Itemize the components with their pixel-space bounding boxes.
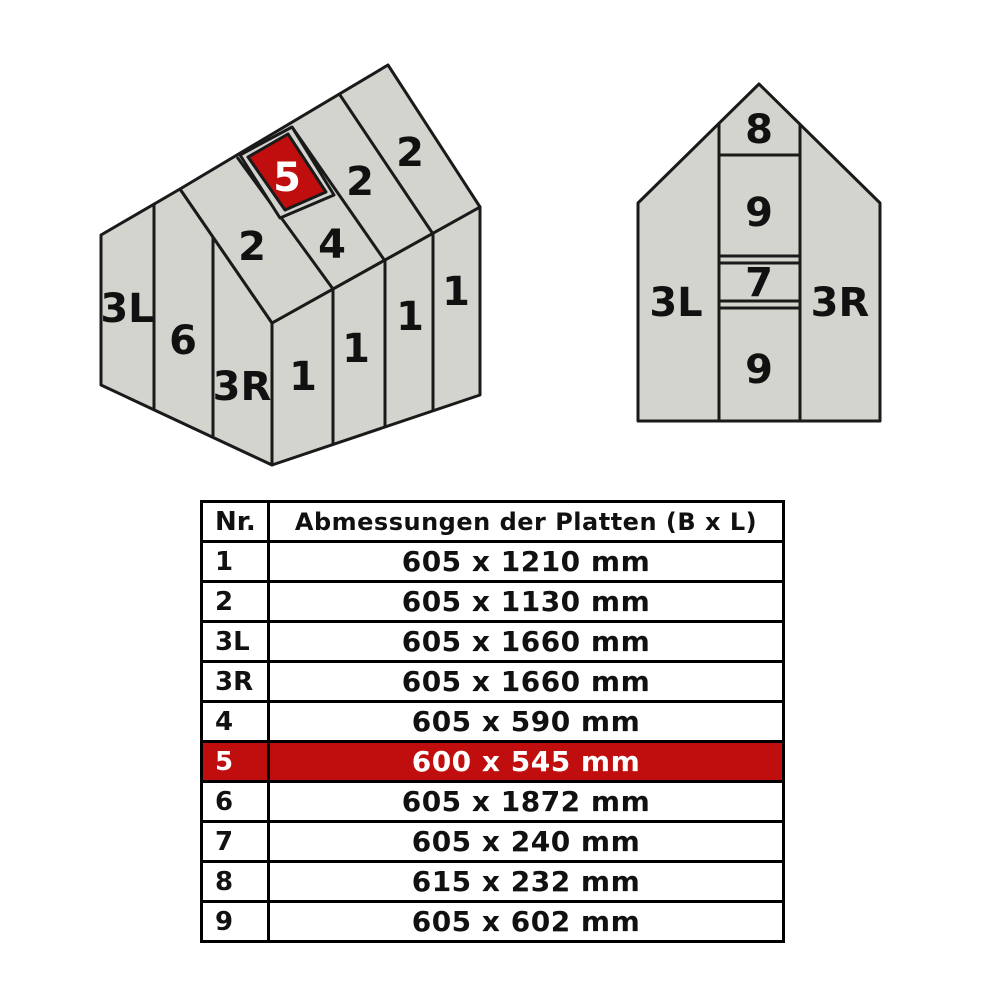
label-6-3d: 6 (169, 318, 197, 364)
row-nr: 6 (202, 782, 269, 822)
label-2a-3d: 2 (238, 224, 266, 270)
table-row (202, 582, 784, 622)
row-dimensions: 605 x 1210 mm (269, 542, 784, 582)
table-row (202, 622, 784, 662)
row-nr: 3L (202, 622, 269, 662)
label-7-front: 7 (745, 260, 773, 306)
header-dimensions: Abmessungen der Platten (B x L) (269, 502, 784, 542)
label-4-3d: 4 (318, 222, 346, 268)
label-3l-3d: 3L (100, 286, 154, 332)
row-nr: 4 (202, 702, 269, 742)
label-8-front: 8 (745, 107, 773, 153)
table-row-highlighted (202, 742, 784, 782)
label-3r-front: 3R (810, 280, 870, 326)
row-nr: 2 (202, 582, 269, 622)
row-dimensions: 605 x 602 mm (269, 902, 784, 942)
label-2b-3d: 2 (346, 159, 374, 205)
row-nr: 1 (202, 542, 269, 582)
label-5-3d: 5 (273, 155, 301, 201)
table-row (202, 702, 784, 742)
row-dimensions: 605 x 1872 mm (269, 782, 784, 822)
label-2c-3d: 2 (396, 130, 424, 176)
table-row (202, 542, 784, 582)
row-dimensions: 605 x 240 mm (269, 822, 784, 862)
panel-dimensions-table (200, 500, 785, 943)
row-dimensions: 605 x 1130 mm (269, 582, 784, 622)
row-dimensions: 605 x 1660 mm (269, 662, 784, 702)
row-nr: 3R (202, 662, 269, 702)
label-3l-front: 3L (649, 280, 703, 326)
table-row (202, 662, 784, 702)
table-row (202, 862, 784, 902)
table-row (202, 782, 784, 822)
row-dimensions: 615 x 232 mm (269, 862, 784, 902)
row-dimensions: 605 x 590 mm (269, 702, 784, 742)
label-9-lower-front: 9 (745, 347, 773, 393)
greenhouse-3d-view (101, 65, 480, 465)
row-nr: 9 (202, 902, 269, 942)
row-dimensions: 600 x 545 mm (269, 742, 784, 782)
table-body (202, 502, 784, 942)
table-row (202, 822, 784, 862)
label-9-upper-front: 9 (745, 190, 773, 236)
label-1c-3d: 1 (396, 294, 424, 340)
table-row (202, 902, 784, 942)
label-3r-3d: 3R (212, 364, 272, 410)
label-1b-3d: 1 (342, 326, 370, 372)
row-nr: 5 (202, 742, 269, 782)
label-1a-3d: 1 (289, 354, 317, 400)
table-header-row (202, 502, 784, 542)
label-1d-3d: 1 (442, 269, 470, 315)
row-nr: 7 (202, 822, 269, 862)
row-dimensions: 605 x 1660 mm (269, 622, 784, 662)
row-nr: 8 (202, 862, 269, 902)
header-nr: Nr. (202, 502, 269, 542)
greenhouse-diagram (0, 0, 1000, 490)
